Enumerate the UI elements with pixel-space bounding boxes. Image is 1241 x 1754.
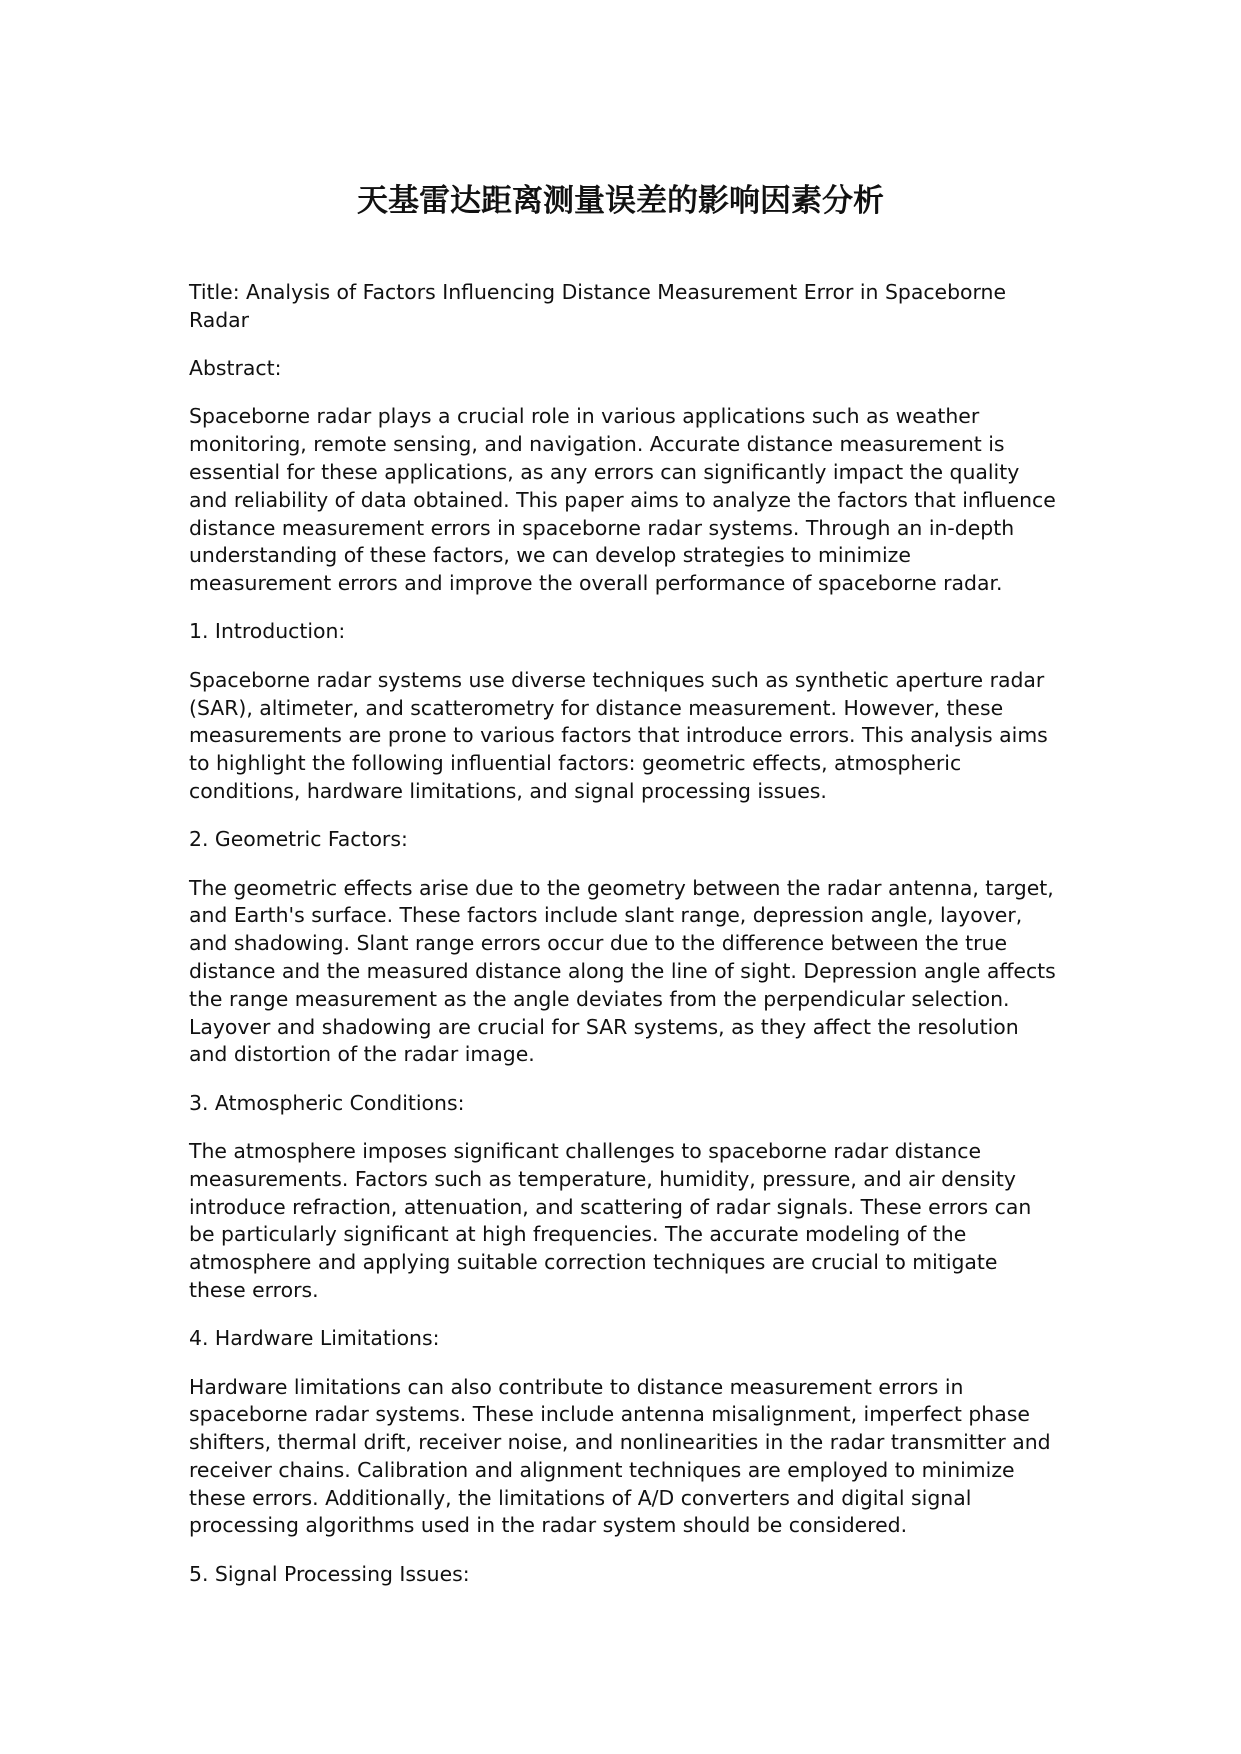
abstract-heading: Abstract: (189, 356, 282, 381)
section-heading-geometric-factors: 2. Geometric Factors: (189, 827, 408, 852)
english-title-line: Title: Analysis of Factors Influencing Distance Measurement Error in Spaceborne Radar (189, 280, 1007, 332)
document-body (189, 279, 1059, 1609)
introduction-paragraph: Spaceborne radar systems use diverse techniques such as synthetic aperture radar (SAR), altimeter, and scatterometry for distance measurement. However, these measurements are prone to various factors that introduce errors. This analysis aims to highlight the following influential factors: geometric effects, atmospheric conditions, hardware limitations, and signal processing issues. (189, 667, 1048, 803)
document-title: 天基雷达距离测量误差的影响因素分析 (357, 183, 884, 219)
section-heading-hardware-limitations: 4. Hardware Limitations: (189, 1326, 440, 1351)
geometric-factors-paragraph: The geometric effects arise due to the geometry between the radar antenna, target, and Earth's surface. These factors include slant range, depression angle, layover, and shadowing. Slant range errors occur due to the difference between the true distance and the measured distance along the line of sight. Depression angle affects the range measurement as the angle deviates from the perpendicular selection. Layover and shadowing are crucial for SAR systems, as they affect the resolution and distortion of the radar image. (189, 875, 1056, 1067)
atmospheric-conditions-paragraph: The atmosphere imposes significant challenges to spaceborne radar distance measurements. Factors such as temperature, humidity, pressure, and air density introduce refraction, attenuation, and scattering of radar signals. These errors can be particularly significant at high frequencies. The accurate modeling of the atmosphere and applying suitable correction techniques are crucial to mitigate these errors. (189, 1138, 1032, 1302)
abstract-paragraph: Spaceborne radar plays a crucial role in various applications such as weather monitoring, remote sensing, and navigation. Accurate distance measurement is essential for these applications, as any errors can significantly impact the quality and reliability of data obtained. This paper aims to analyze the factors that influence distance measurement errors in spaceborne radar systems. Through an in-depth understanding of these factors, we can develop strategies to minimize measurement errors and improve the overall performance of spaceborne radar. (189, 404, 1056, 596)
section-heading-signal-processing: 5. Signal Processing Issues: (189, 1561, 470, 1586)
section-heading-introduction: 1. Introduction: (189, 619, 346, 644)
section-heading-atmospheric-conditions: 3. Atmospheric Conditions: (189, 1090, 465, 1115)
hardware-limitations-paragraph: Hardware limitations can also contribute to distance measurement errors in spaceborne radar systems. These include antenna misalignment, imperfect phase shifters, thermal drift, receiver noise, and nonlinearities in the radar transmitter and receiver chains. Calibration and alignment techniques are employed to minimize these errors. Additionally, the limitations of A/D converters and digital signal processing algorithms used in the radar system should be considered. (189, 1374, 1051, 1538)
